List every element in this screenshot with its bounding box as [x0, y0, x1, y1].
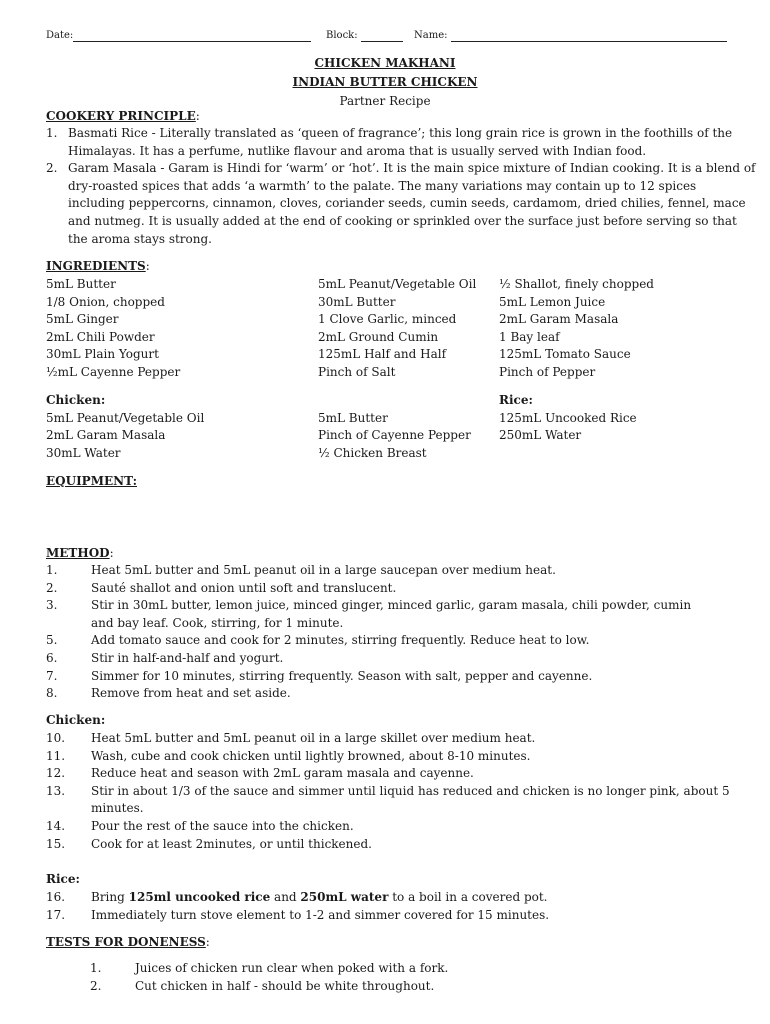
cookery-item [46, 125, 736, 160]
step-text: Pour the rest of the sauce into the chicken. [91, 818, 354, 833]
method-heading [46, 545, 114, 563]
name-field[interactable] [414, 30, 727, 42]
ingredient-item: 5mL Ginger [46, 312, 119, 327]
step-number: 16. [46, 890, 66, 904]
method-step [46, 907, 726, 925]
cookery-heading [46, 108, 200, 126]
step-text: Stir in 30mL butter, lemon juice, minced ginger, minced garlic, garam masala, chili powder, cumin [91, 598, 692, 613]
ingredient-item: 30mL Plain Yogurt [46, 347, 159, 362]
cookery-item [46, 160, 756, 248]
item-text-line: dry-roasted spices that adds ‘a warmth’ to the palate. The many variations may contain up to 12 spices [68, 178, 697, 193]
step-number: 12. [46, 766, 66, 781]
step-number: 2. [46, 580, 58, 595]
step-text: and bay leaf. Cook, stirring, for 1 minute. [91, 615, 344, 630]
heading-colon: : [195, 109, 200, 123]
item-number: 2. [46, 161, 58, 176]
step-text: Heat 5mL butter and 5mL peanut oil in a large saucepan over medium heat. [91, 563, 556, 577]
name-label: Name: [414, 30, 448, 41]
method-chicken-heading: Chicken: [46, 713, 106, 727]
method-step [46, 765, 726, 783]
step-text: Reduce heat and season with 2mL garam masala and cayenne. [91, 766, 474, 781]
ingredient-item: 1 Bay leaf [499, 329, 560, 344]
step-text: Add tomato sauce and cook for 2 minutes, stirring frequently. Reduce heat to low. [91, 633, 590, 648]
step-number: 1. [46, 563, 58, 577]
block-line [361, 31, 403, 42]
step-text: Stir in half-and-half and yogurt. [91, 650, 284, 665]
tests-heading [46, 934, 210, 952]
step-number: 13. [46, 783, 66, 798]
chicken-ingredients-list [46, 410, 204, 463]
ingredient-item: 2mL Chili Powder [46, 329, 155, 344]
date-field[interactable] [46, 30, 311, 42]
ingredient-item: 5mL Butter [46, 277, 116, 291]
ingredient-item: 2mL Garam Masala [499, 312, 619, 327]
test-number: 1. [90, 961, 102, 975]
tests-list [90, 960, 448, 995]
step-text: Remove from heat and set aside. [91, 686, 291, 701]
ingredient-item: 125mL Tomato Sauce [499, 347, 631, 362]
step-text [91, 889, 726, 907]
item-text-line: and nutmeg. It is usually added at the end of cooking or sprinkled over the surface just before serving so that [68, 213, 737, 228]
ingredients-heading-text: INGREDIENTS [46, 259, 146, 273]
step-text: Simmer for 10 minutes, stirring frequently. Season with salt, pepper and cayenne. [91, 668, 593, 683]
ingredients-heading [46, 258, 150, 276]
ingredient-item: 5mL Peanut/Vegetable Oil [46, 410, 205, 425]
step-text-part: Bring [91, 890, 129, 904]
item-text-line: including peppercorns, cinnamon, cloves, coriander seeds, cumin seeds, cardamom, dried chilies, fennel, mace [68, 196, 746, 211]
cookery-heading-text: COOKERY PRINCIPLE [46, 109, 196, 123]
step-number: 10. [46, 731, 66, 745]
cookery-list [46, 125, 756, 248]
step-text-bold: 125ml uncooked rice [128, 890, 271, 904]
method-step [46, 783, 730, 818]
ingredient-item: Pinch of Salt [318, 364, 396, 379]
step-text: Wash, cube and cook chicken until lightly browned, about 8-10 minutes. [91, 748, 531, 763]
ingredient-item: 5mL Peanut/Vegetable Oil [318, 277, 477, 291]
chicken-ingredients [46, 392, 204, 462]
step-text: minutes. [91, 801, 144, 816]
ingredient-item: 1 Clove Garlic, minced [318, 312, 457, 327]
ingredient-item: ½mL Cayenne Pepper [46, 364, 181, 379]
step-text-bold: 250mL water [300, 890, 389, 904]
ingredient-item: 5mL Butter [318, 410, 388, 425]
step-number: 15. [46, 836, 66, 851]
method-heading-text: METHOD [46, 546, 110, 560]
test-item [90, 960, 448, 978]
recipe-note: Partner Recipe [339, 94, 431, 108]
rice-ingredients [499, 392, 637, 445]
chicken-ingredients-column-2 [318, 410, 471, 463]
date-line [73, 31, 311, 42]
method-step [46, 580, 726, 598]
step-text: Immediately turn stove element to 1-2 and simmer covered for 15 minutes. [91, 907, 550, 922]
step-text: Sauté shallot and onion until soft and translucent. [91, 580, 397, 595]
title-block [0, 54, 770, 111]
ingredient-item: 5mL Lemon Juice [499, 294, 606, 309]
step-text: Heat 5mL butter and 5mL peanut oil in a large skillet over medium heat. [91, 731, 536, 745]
step-number: 5. [46, 633, 58, 648]
ingredient-item: 125mL Half and Half [318, 347, 447, 362]
heading-colon: : [205, 935, 210, 949]
block-label: Block: [326, 30, 358, 41]
tests-heading-text: TESTS FOR DONENESS [46, 935, 206, 949]
method-step [46, 836, 726, 854]
ingredient-item: ½ Shallot, finely chopped [499, 277, 654, 291]
ingredients-column-1 [46, 276, 180, 382]
step-text: Cook for at least 2minutes, or until thickened. [91, 836, 372, 851]
chicken-ingredients-heading: Chicken: [46, 393, 106, 407]
heading-colon: : [145, 259, 150, 273]
test-item [90, 978, 448, 996]
test-number: 2. [90, 978, 102, 993]
item-text-line: the aroma stays strong. [68, 231, 212, 246]
step-text-part: and [270, 890, 301, 904]
ingredients-column-3 [499, 276, 654, 382]
method-step [46, 632, 726, 650]
test-text: Juices of chicken run clear when poked with a fork. [135, 961, 449, 975]
step-number: 8. [46, 686, 58, 701]
step-number: 11. [46, 748, 66, 763]
ingredient-item: 125mL Uncooked Rice [499, 410, 637, 425]
method-step [46, 748, 726, 766]
item-text-line: Basmati Rice - Literally translated as ‘queen of fragrance’; this long grain rice is grown in the foothills of the [68, 126, 733, 140]
item-text-line: Himalayas. It has a perfume, nutlike flavour and aroma that is usually served with Indian food. [68, 143, 647, 158]
ingredient-item: 30mL Water [46, 445, 121, 460]
step-text-part: to a boil in a covered pot. [388, 890, 548, 904]
name-line [451, 31, 727, 42]
method-step [46, 889, 726, 907]
item-text-line: Garam Masala - Garam is Hindi for ‘warm’ or ‘hot’. It is the main spice mixture of Indian cooking. It is a blend of [68, 161, 756, 176]
method-chicken-steps [46, 730, 730, 853]
ingredient-item: Pinch of Cayenne Pepper [318, 428, 471, 443]
ingredients-column-2 [318, 276, 476, 382]
rice-ingredients-heading: Rice: [499, 393, 533, 407]
method-step [46, 730, 726, 748]
ingredient-item: 30mL Butter [318, 294, 396, 309]
method-step [46, 685, 726, 703]
method-step [46, 818, 726, 836]
recipe-title: CHICKEN MAKHANI [314, 56, 456, 70]
ingredient-item: 1/8 Onion, chopped [46, 294, 165, 309]
step-number: 6. [46, 650, 58, 665]
recipe-subtitle: INDIAN BUTTER CHICKEN [292, 75, 478, 89]
date-label: Date: [46, 30, 74, 41]
method-step [46, 668, 726, 686]
step-number: 7. [46, 668, 58, 683]
method-rice-heading: Rice: [46, 872, 80, 886]
ingredient-item: 250mL Water [499, 428, 582, 443]
step-number: 3. [46, 598, 58, 613]
heading-colon: : [109, 546, 114, 560]
test-text: Cut chicken in half - should be white throughout. [135, 978, 435, 993]
step-number: 17. [46, 907, 66, 922]
method-step [46, 562, 726, 580]
step-text: Stir in about 1/3 of the sauce and simmer until liquid has reduced and chicken is no longer pink, about 5 [91, 783, 730, 798]
method-step [46, 650, 726, 668]
block-field[interactable] [326, 30, 403, 42]
ingredient-item: 2mL Garam Masala [46, 428, 166, 443]
method-rice-steps [46, 889, 726, 924]
ingredient-item: Pinch of Pepper [499, 364, 596, 379]
equipment-heading: EQUIPMENT: [46, 474, 138, 488]
rice-ingredients-list [499, 410, 637, 445]
ingredient-item: ½ Chicken Breast [318, 445, 427, 460]
method-step [46, 597, 726, 632]
ingredient-item: 2mL Ground Cumin [318, 329, 439, 344]
step-number: 14. [46, 818, 66, 833]
method-steps [46, 562, 726, 703]
item-number: 1. [46, 126, 58, 140]
